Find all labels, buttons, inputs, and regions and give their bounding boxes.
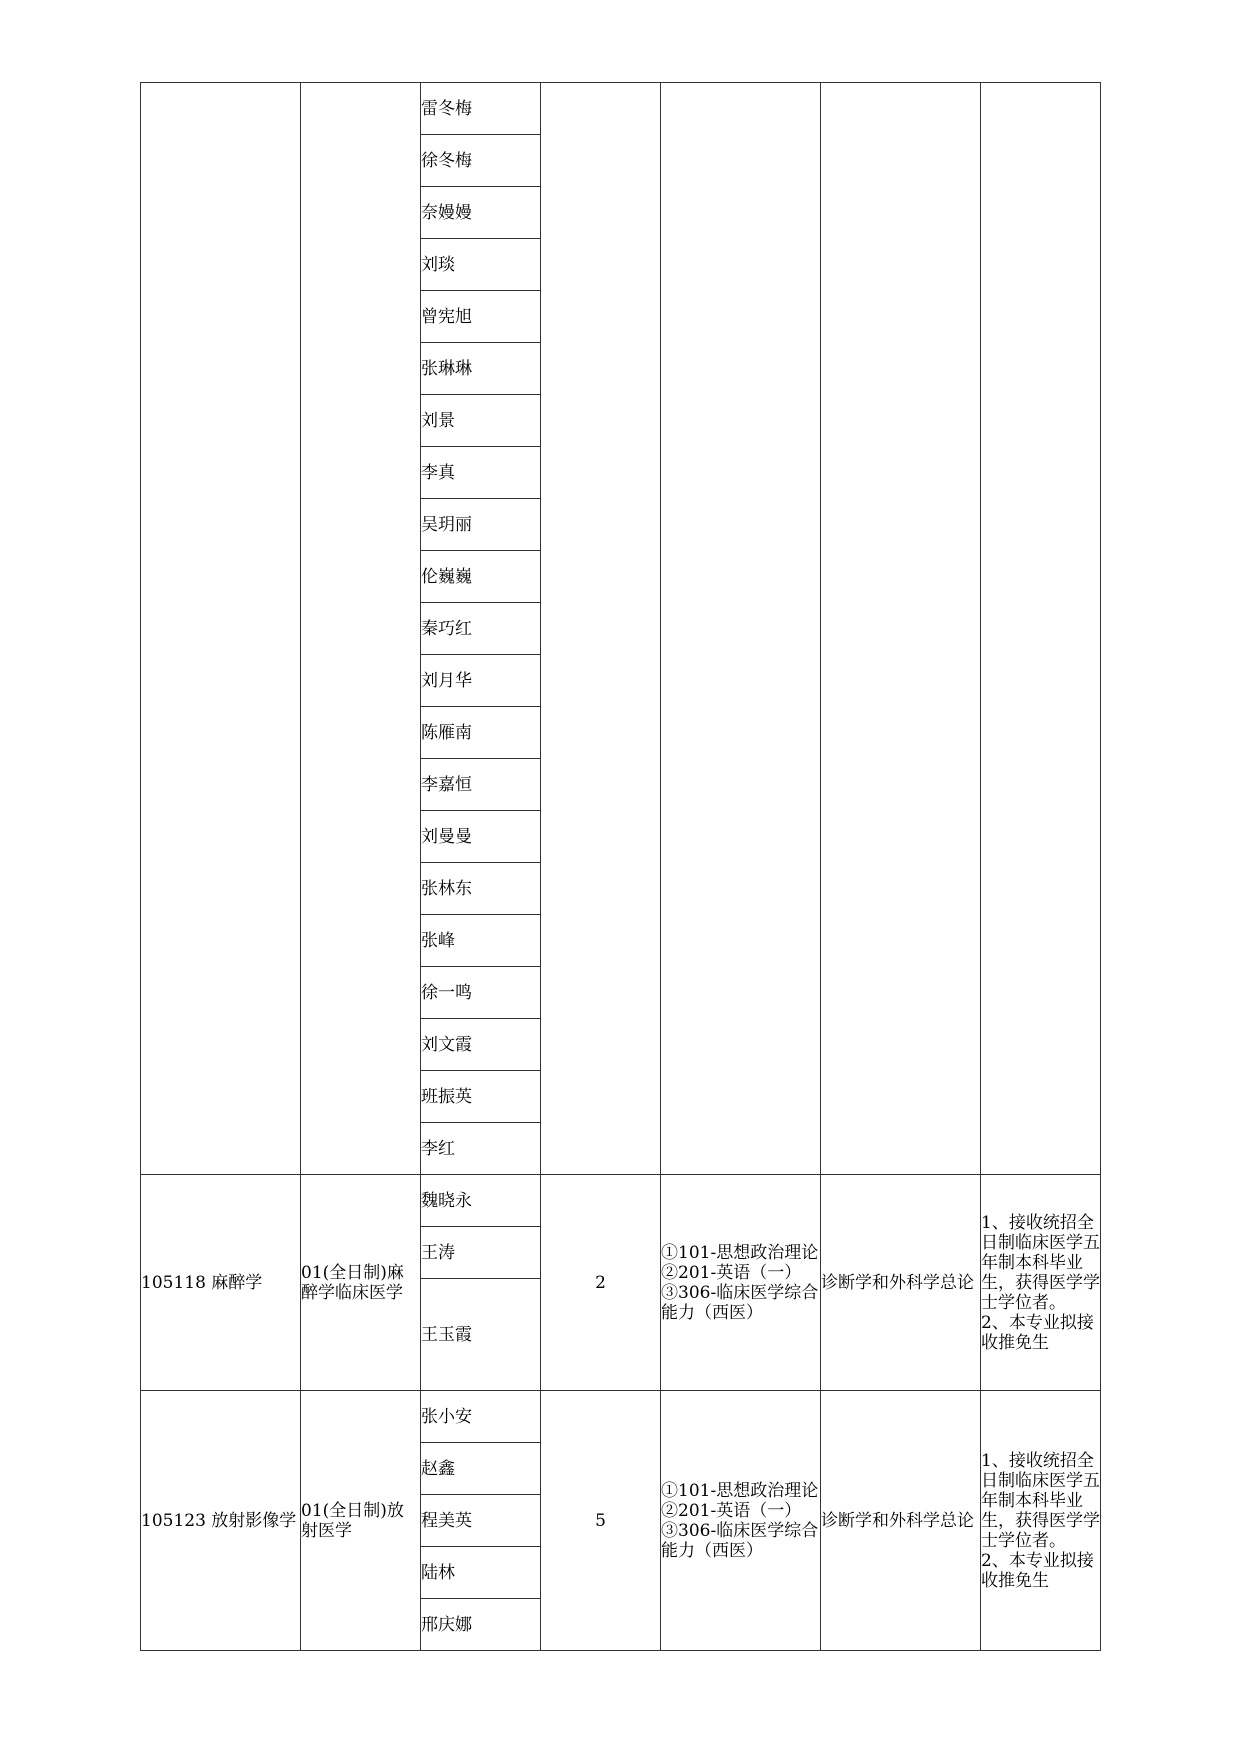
applicant-name: 张林东 [421, 863, 541, 915]
applicant-name: 徐冬梅 [421, 135, 541, 187]
applicant-name: 程美英 [421, 1495, 541, 1547]
applicant-name: 张峰 [421, 915, 541, 967]
count-cell-empty [541, 83, 661, 1175]
applicant-name: 张琳琳 [421, 343, 541, 395]
applicant-name: 王玉霞 [421, 1279, 541, 1391]
major-cell: 105123 放射影像学 [141, 1391, 301, 1651]
notes-cell-empty [981, 83, 1101, 1175]
applicant-name: 吴玥丽 [421, 499, 541, 551]
applicant-name: 刘景 [421, 395, 541, 447]
applicant-name: 刘文霞 [421, 1019, 541, 1071]
retest-cell-empty [821, 83, 981, 1175]
applicant-name: 赵鑫 [421, 1443, 541, 1495]
applicant-name: 奈嫚嫚 [421, 187, 541, 239]
notes-cell: 1、接收统招全日制临床医学五年制本科毕业生，获得医学学士学位者。 2、本专业拟接收推免生 [981, 1175, 1101, 1391]
applicant-name: 班振英 [421, 1071, 541, 1123]
major-cell: 105118 麻醉学 [141, 1175, 301, 1391]
admission-table [140, 82, 1101, 1651]
direction-cell: 01(全日制)放射医学 [301, 1391, 421, 1651]
applicant-name: 王涛 [421, 1227, 541, 1279]
table-row [141, 83, 1101, 135]
applicant-name: 李真 [421, 447, 541, 499]
direction-cell-empty [301, 83, 421, 1175]
admission-table-body [141, 83, 1101, 1651]
major-cell-empty [141, 83, 301, 1175]
table-row [141, 1391, 1101, 1443]
applicant-name: 刘曼曼 [421, 811, 541, 863]
applicant-name: 徐一鸣 [421, 967, 541, 1019]
applicant-name: 陆林 [421, 1547, 541, 1599]
applicant-name: 雷冬梅 [421, 83, 541, 135]
exam-subjects-cell: ①101-思想政治理论 ②201-英语（一） ③306-临床医学综合能力（西医） [661, 1175, 821, 1391]
retest-subject-cell: 诊断学和外科学总论 [821, 1175, 981, 1391]
count-cell: 5 [541, 1391, 661, 1651]
applicant-name: 伦巍巍 [421, 551, 541, 603]
applicant-name: 张小安 [421, 1391, 541, 1443]
applicant-name: 邢庆娜 [421, 1599, 541, 1651]
applicant-name: 李嘉恒 [421, 759, 541, 811]
applicant-name: 曾宪旭 [421, 291, 541, 343]
applicant-name: 秦巧红 [421, 603, 541, 655]
applicant-name: 刘月华 [421, 655, 541, 707]
exam-subjects-cell: ①101-思想政治理论 ②201-英语（一） ③306-临床医学综合能力（西医） [661, 1391, 821, 1651]
retest-subject-cell: 诊断学和外科学总论 [821, 1391, 981, 1651]
applicant-name: 陈雁南 [421, 707, 541, 759]
exam-cell-empty [661, 83, 821, 1175]
count-cell: 2 [541, 1175, 661, 1391]
applicant-name: 李红 [421, 1123, 541, 1175]
direction-cell: 01(全日制)麻醉学临床医学 [301, 1175, 421, 1391]
applicant-name: 刘琰 [421, 239, 541, 291]
notes-cell: 1、接收统招全日制临床医学五年制本科毕业生，获得医学学士学位者。 2、本专业拟接收推免生 [981, 1391, 1101, 1651]
table-row [141, 1175, 1101, 1227]
applicant-name: 魏晓永 [421, 1175, 541, 1227]
